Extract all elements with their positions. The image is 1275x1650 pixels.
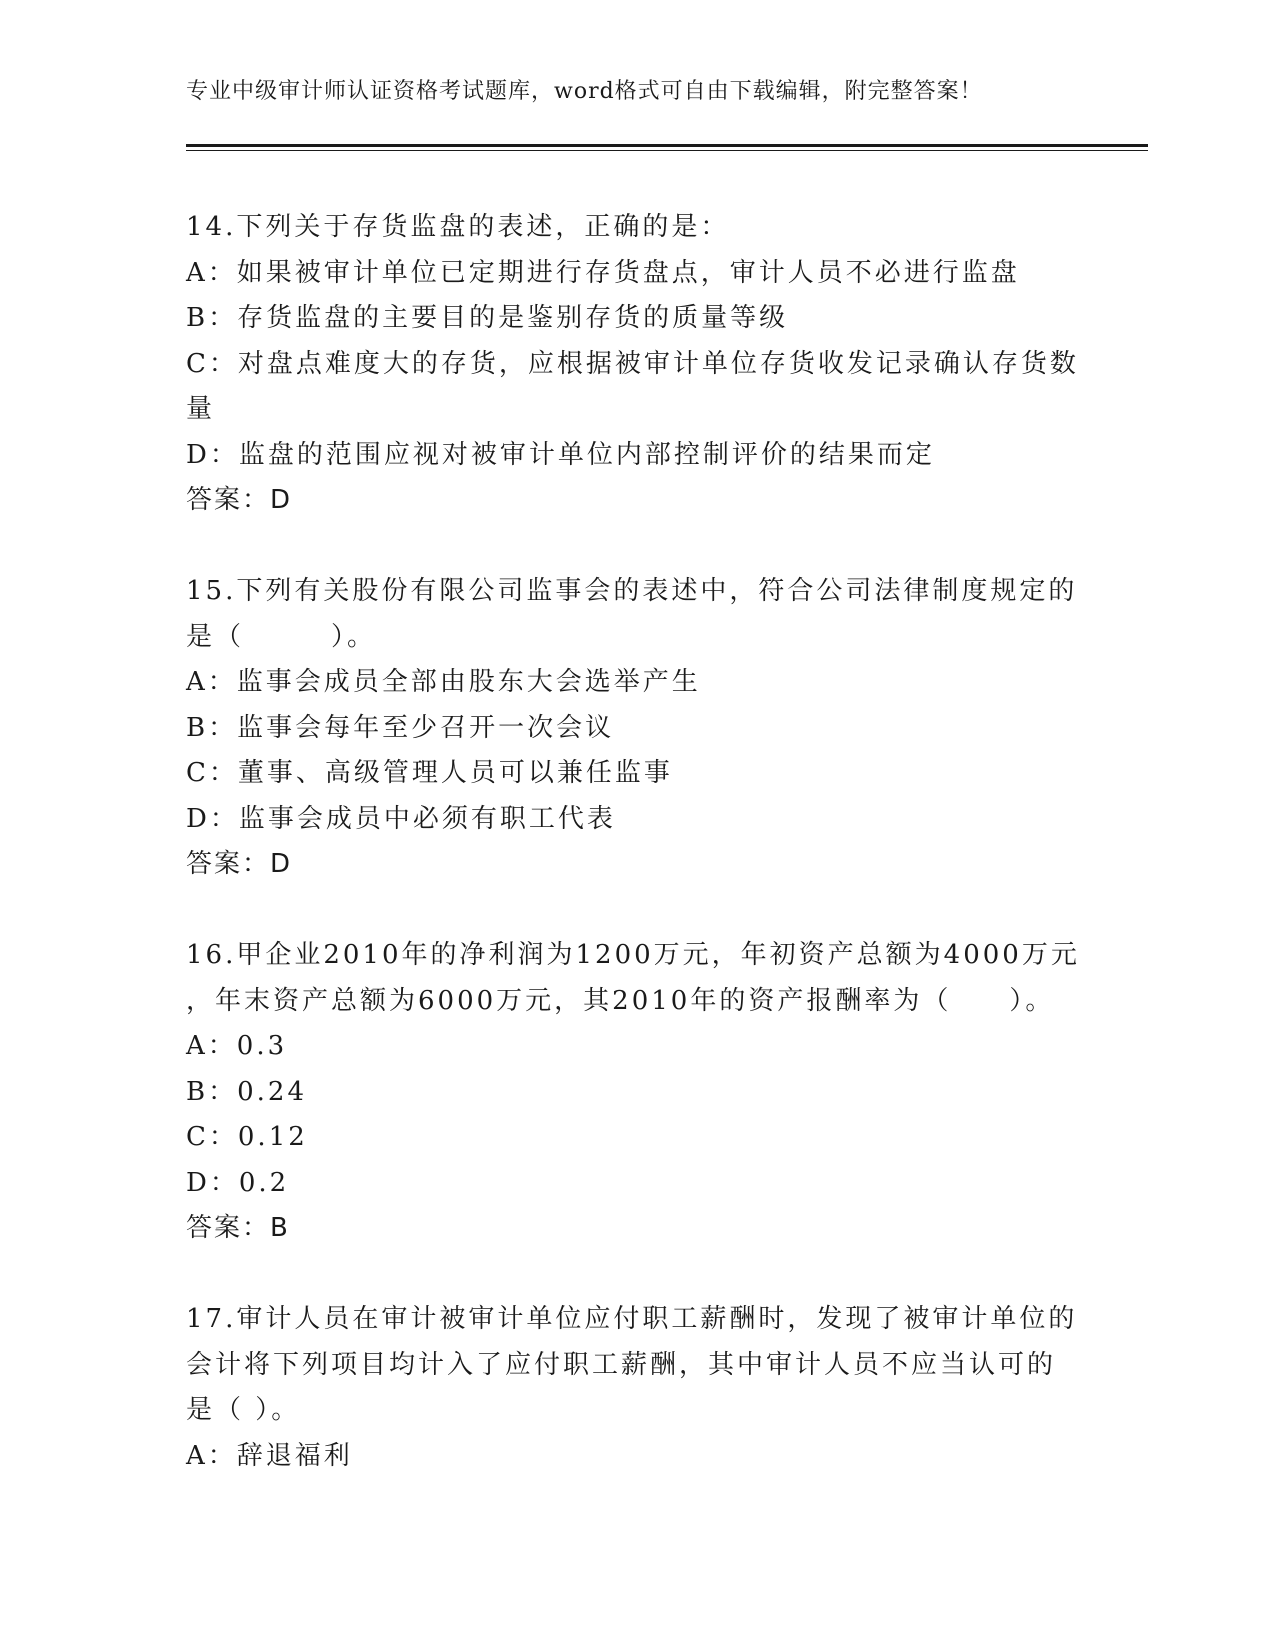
option-b: B：监事会每年至少召开一次会议 [186,712,615,743]
question-list [186,205,1086,1479]
option-a: A：如果被审计单位已定期进行存货盘点，审计人员不必进行监盘 [186,257,1020,288]
question-17 [186,1297,1086,1479]
header-rule-thin [186,150,1148,151]
question-stem-continued-2: 是（ ）。 [186,1395,301,1425]
option-c: C：0.12 [186,1122,308,1152]
question-14 [186,205,1086,524]
page-header: 专业中级审计师认证资格考试题库，word格式可自由下载编辑，附完整答案！ [186,79,983,104]
option-c: C：对盘点难度大的存货，应根据被审计单位存货收发记录确认存货数 [186,348,1079,379]
option-a: A：0.3 [186,1031,288,1061]
question-stem-continued: 是（ ）。 [186,621,377,652]
option-d: D：0.2 [186,1167,290,1198]
question-stem: 15.下列有关股份有限公司监事会的表述中，符合公司法律制度规定的 [186,576,1078,606]
answer-label: 答案：D [186,485,293,515]
question-stem-continued: 会计将下列项目均计入了应付职工薪酬，其中审计人员不应当认可的 [186,1349,1057,1380]
option-a: A：辞退福利 [186,1440,353,1471]
option-b: B：存货监盘的主要目的是鉴别存货的质量等级 [186,303,789,333]
option-a: A：监事会成员全部由股东大会选举产生 [186,667,701,697]
option-d: D：监事会成员中必须有职工代表 [186,803,616,834]
question-stem: 14.下列关于存货监盘的表述，正确的是： [186,212,730,242]
question-16 [186,933,1086,1252]
option-d: D：监盘的范围应视对被审计单位内部控制评价的结果而定 [186,439,935,470]
question-stem: 16.甲企业2010年的净利润为1200万元，年初资产总额为4000万元 [186,940,1080,970]
option-b: B：0.24 [186,1076,307,1107]
question-stem-continued: ，年末资产总额为6000万元，其2010年的资产报酬率为（ ）。 [186,985,1055,1016]
option-c: C：董事、高级管理人员可以兼任监事 [186,758,673,788]
question-stem: 17.审计人员在审计被审计单位应付职工薪酬时，发现了被审计单位的 [186,1304,1078,1334]
answer-label: 答案：D [186,849,293,879]
header-rule-thick [186,144,1148,147]
answer-label: 答案：B [186,1213,290,1243]
option-c-continued: 量 [186,394,216,424]
question-15 [186,569,1086,888]
